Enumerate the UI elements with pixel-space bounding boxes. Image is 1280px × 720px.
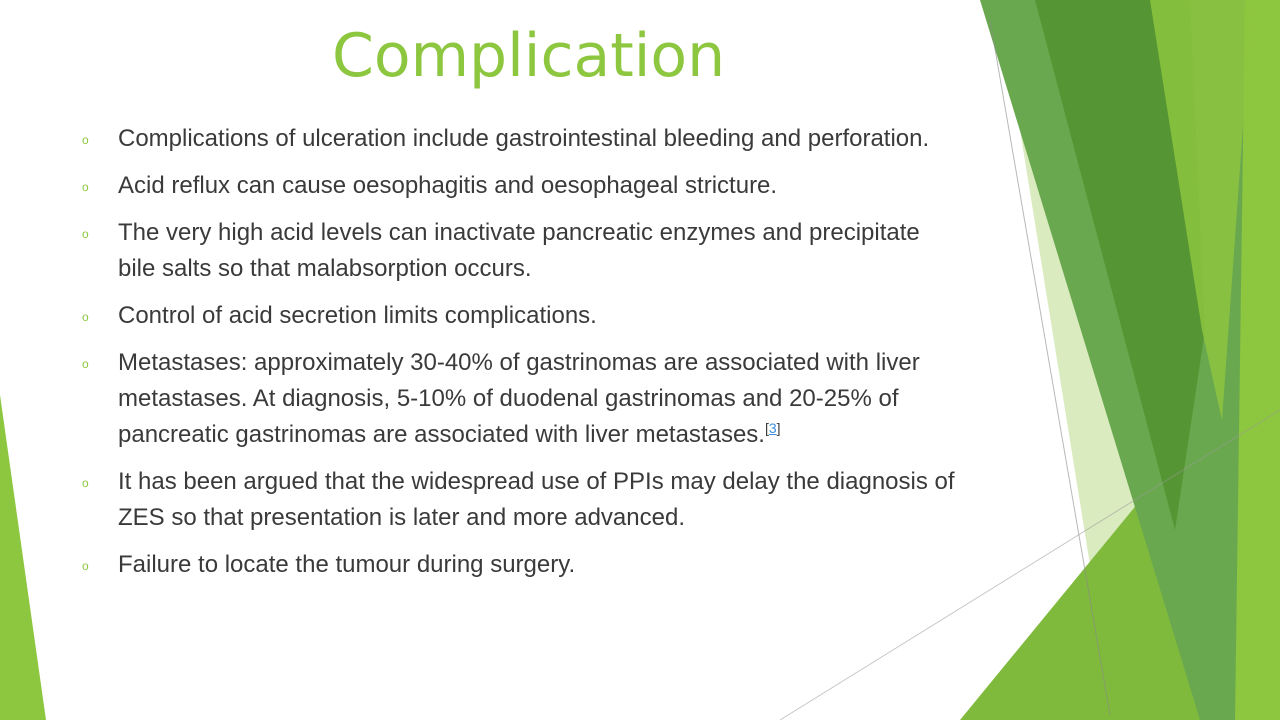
bullet-marker-icon: o	[82, 227, 89, 241]
bullet-marker-icon: o	[82, 357, 89, 371]
bullet-marker-icon: o	[82, 133, 89, 147]
bullet-marker-icon: o	[82, 310, 89, 324]
citation-link[interactable]: 3	[768, 420, 777, 436]
bullet-marker-icon: o	[82, 476, 89, 490]
bullet-text: Control of acid secretion limits complications.	[118, 302, 597, 329]
citation-open-bracket: [	[764, 420, 769, 436]
slide-title: Complication	[332, 21, 726, 91]
bullet-text: Metastases: approximately 30-40% of gastrinomas are associated with liver metastases. At diagnosis, 5-10% of duodenal gastrinomas and 20-25% of pancreatic gastrinomas are associated with liver metastases.	[118, 349, 920, 448]
bullet-text: Acid reflux can cause oesophagitis and oesophageal stricture.	[118, 172, 778, 199]
list-item	[78, 547, 962, 583]
bullet-text: Complications of ulceration include gastrointestinal bleeding and perforation.	[118, 125, 930, 152]
bullet-list	[78, 121, 962, 594]
list-item	[78, 121, 962, 157]
list-item	[78, 168, 962, 204]
list-item	[78, 298, 962, 334]
list-item	[78, 215, 962, 287]
bullet-text: It has been argued that the widespread use of PPIs may delay the diagnosis of ZES so that presentation is later and more advanced.	[118, 468, 955, 531]
left-green-sliver	[0, 395, 46, 720]
bullet-marker-icon: o	[82, 559, 89, 573]
citation	[765, 420, 781, 436]
list-item	[78, 345, 962, 453]
bullet-text: The very high acid levels can inactivate pancreatic enzymes and precipitate bile salts so that malabsorption occurs.	[118, 219, 920, 282]
citation-close-bracket: ]	[776, 420, 781, 436]
bullet-text: Failure to locate the tumour during surgery.	[118, 551, 576, 578]
bullet-marker-icon: o	[82, 180, 89, 194]
list-item	[78, 464, 962, 536]
